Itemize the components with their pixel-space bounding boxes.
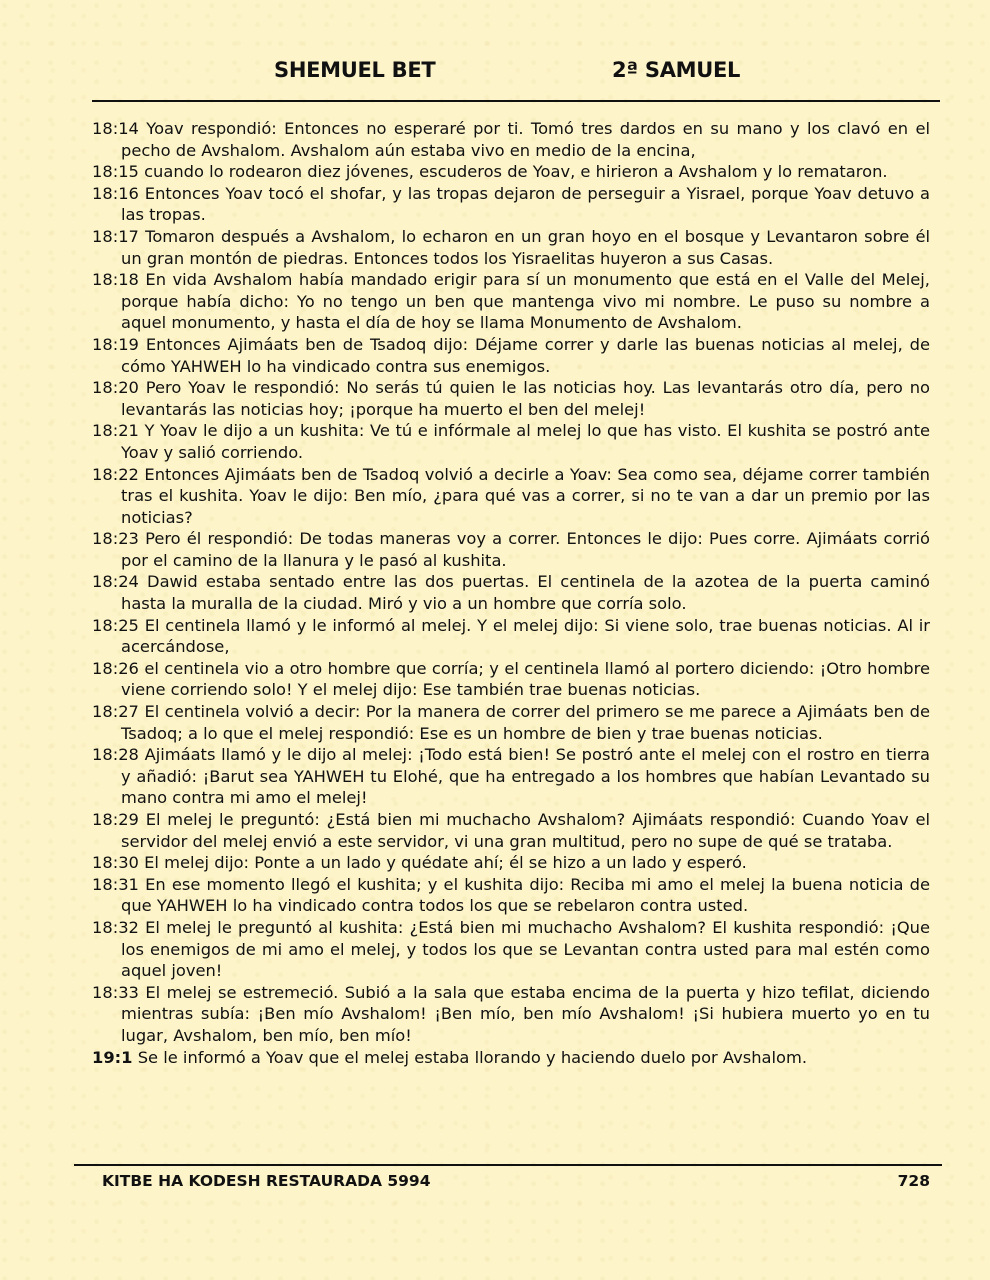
verse <box>92 874 930 917</box>
verse-ref: 18:14 <box>92 119 139 138</box>
book-title-hebrew: SHEMUEL BET <box>274 58 436 82</box>
verse-ref: 18:31 <box>92 874 139 894</box>
verse-text: Y Yoav le dijo a un kushita: Ve tú e infórmale al melej lo que has visto. El kushita se postró ante Yoav y salió corriendo. <box>121 421 930 462</box>
verse <box>92 420 930 463</box>
verse <box>92 701 930 744</box>
verse <box>92 226 930 269</box>
footer-edition: KITBE HA KODESH RESTAURADA 5994 <box>102 1172 431 1190</box>
verse <box>92 183 930 226</box>
verse-text: Entonces Ajimáats ben de Tsadoq dijo: Déjame correr y darle las buenas noticias al melej, de cómo YAHWEH lo ha vindicado contra sus enemigos. <box>121 334 930 376</box>
verse <box>92 744 930 809</box>
verse <box>92 269 930 334</box>
verse-ref: 18:30 <box>92 853 139 873</box>
verse-text: Tomaron después a Avshalom, lo echaron en un gran hoyo en el bosque y Levantaron sobre él un gran montón de piedras. Entonces todos los Yisraelitas huyeron a sus Casas. <box>121 226 930 268</box>
verse-text: Ajimáats llamó y le dijo al melej: ¡Todo está bien! Se postró ante el melej con el rostro en tierra y añadió: ¡Barut sea YAHWEH tu Elohé, que ha entregado a los hombres que habían Levantado su mano contra mi amo el melej! <box>121 745 930 808</box>
verse <box>92 464 930 529</box>
verse-text: cuando lo rodearon diez jóvenes, escuderos de Yoav, e hirieron a Avshalom y lo remataron. <box>144 162 888 182</box>
verse-ref: 18:22 <box>92 464 139 484</box>
verse-text: El melej dijo: Ponte a un lado y quédate ahí; él se hizo a un lado y esperó. <box>144 853 747 873</box>
verse <box>92 377 930 420</box>
verse <box>92 809 930 852</box>
verse <box>92 982 930 1047</box>
header-divider <box>92 100 940 102</box>
verse-ref: 18:15 <box>92 162 139 182</box>
verse-text: El centinela volvió a decir: Por la manera de correr del primero se me parece a Ajimáats ben de Tsadoq; a lo que el melej respondió: Ese es un hombre de bien y trae buenas noticias. <box>121 702 930 743</box>
verse <box>92 118 930 161</box>
verse <box>92 917 930 982</box>
verse-text: El melej le preguntó: ¿Está bien mi muchacho Avshalom? Ajimáats respondió: Cuando Yoav el servidor del melej envió a este servidor, vi una gran multitud, pero no supe de qué se trataba. <box>121 810 930 851</box>
verse-text: El melej se estremeció. Subió a la sala que estaba encima de la puerta y hizo tefilat, diciendo mientras subía: ¡Ben mío Avshalom! ¡Ben mío, ben mío Avshalom! ¡Si hubiera muerto yo en tu lugar, Avshalom, ben mío, ben mío! <box>121 982 930 1045</box>
verse-ref: 18:23 <box>92 529 139 549</box>
verse-text: Dawid estaba sentado entre las dos puertas. El centinela de la azotea de la puerta caminó hasta la muralla de la ciudad. Miró y vio a un hombre que corría solo. <box>121 572 930 614</box>
verse-ref: 18:32 <box>92 917 139 937</box>
verse-text: Entonces Ajimáats ben de Tsadoq volvió a decirle a Yoav: Sea como sea, déjame correr también tras el kushita. Yoav le dijo: Ben mío, ¿para qué vas a correr, si no te van a dar un premio por las noticias? <box>121 464 930 527</box>
verse <box>92 1047 930 1069</box>
page-number: 728 <box>897 1172 930 1190</box>
verse <box>92 615 930 658</box>
verse-text: El centinela llamó y le informó al melej. Y el melej dijo: Si viene solo, trae buenas noticias. Al ir acercándose, <box>121 615 930 657</box>
verse <box>92 161 930 183</box>
verse-ref: 18:26 <box>92 658 139 678</box>
verse-text: Pero Yoav le respondió: No serás tú quien le las noticias hoy. Las levantarás otro día, pero no levantarás las noticias hoy; ¡porque ha muerto el ben del melej! <box>121 378 930 419</box>
verse-ref: 18:28 <box>92 745 139 765</box>
verse-ref: 19:1 <box>92 1047 133 1067</box>
verse <box>92 571 930 614</box>
verse-ref: 18:20 <box>92 378 139 398</box>
verse-text: Se le informó a Yoav que el melej estaba llorando y haciendo duelo por Avshalom. <box>137 1047 808 1067</box>
verse-ref: 18:27 <box>92 702 139 722</box>
verse-ref: 18:24 <box>92 572 139 592</box>
verse <box>92 658 930 701</box>
verse-ref: 18:25 <box>92 615 139 635</box>
verse-text: El melej le preguntó al kushita: ¿Está bien mi muchacho Avshalom? El kushita respondió: ¡Que los enemigos de mi amo el melej, y todos los que se Levantan contra usted para mal estén como aquel joven! <box>121 917 930 981</box>
verse-ref: 18:18 <box>92 270 139 290</box>
verse-ref: 18:19 <box>92 334 139 354</box>
verse-text: Entonces Yoav tocó el shofar, y las tropas dejaron de perseguir a Yisrael, porque Yoav detuvo a las tropas. <box>121 183 930 225</box>
verse-text: En vida Avshalom había mandado erigir para sí un monumento que está en el Valle del Melej, porque había dicho: Yo no tengo un ben que mantenga vivo mi nombre. Le puso su nombre a aquel monumento, y hasta el día de hoy se llama Monumento de Avshalom. <box>121 270 930 333</box>
verse-ref: 18:21 <box>92 421 139 441</box>
verse-ref: 18:33 <box>92 982 139 1002</box>
verse <box>92 852 930 874</box>
verse-text: el centinela vio a otro hombre que corría; y el centinela llamó al portero diciendo: ¡Otro hombre viene corriendo solo! Y el melej dijo: Ese también trae buenas noticias. <box>121 658 930 700</box>
verse-ref: 18:29 <box>92 810 139 829</box>
footer-divider <box>74 1164 942 1166</box>
verse <box>92 528 930 571</box>
scripture-text <box>92 118 930 1068</box>
verse-ref: 18:17 <box>92 226 139 246</box>
page-header <box>0 58 990 94</box>
verse-text: Pero él respondió: De todas maneras voy a correr. Entonces le dijo: Pues corre. Ajimáats corrió por el camino de la llanura y le pasó al kushita. <box>121 529 930 570</box>
verse-text: Yoav respondió: Entonces no esperaré por ti. Tomó tres dardos en su mano y los clavó en el pecho de Avshalom. Avshalom aún estaba vivo en medio de la encina, <box>121 119 930 160</box>
verse <box>92 334 930 377</box>
verse-ref: 18:16 <box>92 183 139 203</box>
book-title-spanish: 2ª SAMUEL <box>612 58 741 82</box>
verse-text: En ese momento llegó el kushita; y el kushita dijo: Reciba mi amo el melej la buena noticia de que YAHWEH lo ha vindicado contra todos los que se rebelaron contra usted. <box>121 874 930 916</box>
